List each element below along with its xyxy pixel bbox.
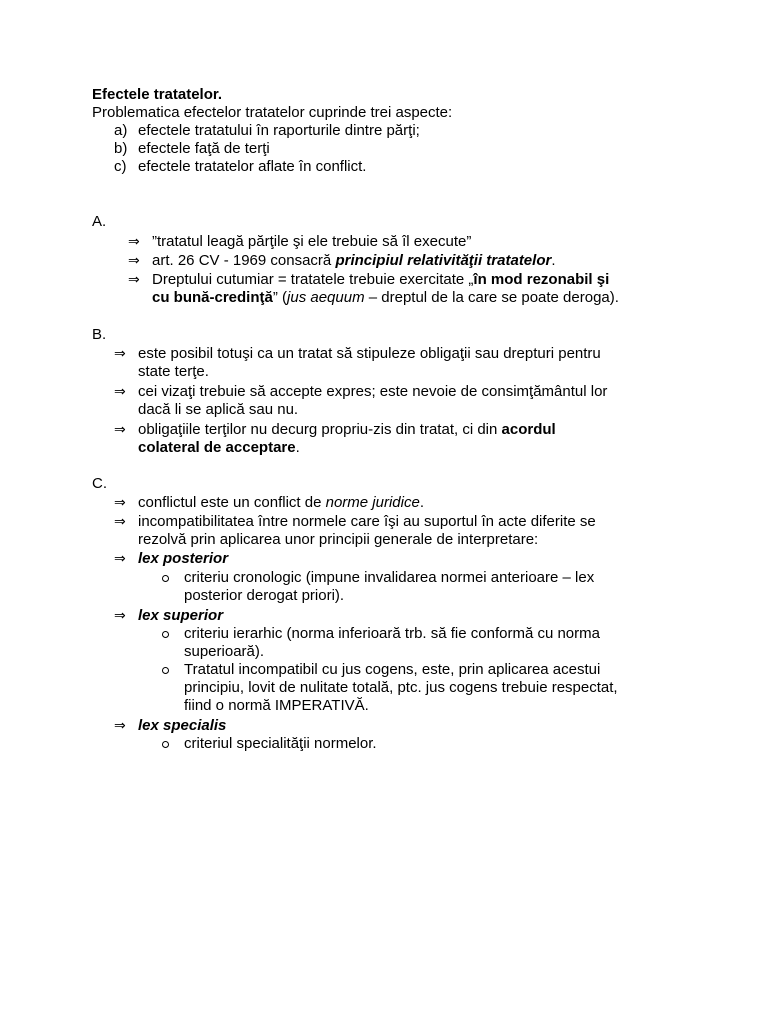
implies-arrow-icon: ⇒ xyxy=(114,514,126,530)
implies-arrow-icon: ⇒ xyxy=(114,346,126,362)
list-item: efectele tratatelor aflate în conflict. xyxy=(138,158,367,175)
section-a-item: art. 26 CV - 1969 consacră principiul relativităţii tratatelor. xyxy=(152,252,556,269)
sub-item-continued: principiu, lovit de nulitate totală, ptc. jus cogens trebuie respectat, xyxy=(184,679,618,696)
section-c-item-continued: rezolvă prin aplicarea unor principii generale de interpretare: xyxy=(138,531,539,548)
bullet-circle-icon xyxy=(162,631,169,638)
implies-arrow-icon: ⇒ xyxy=(114,608,126,624)
section-b-item: este posibil totuşi ca un tratat să stipuleze obligaţii sau drepturi pentru xyxy=(138,345,601,362)
intro-text: Problematica efectelor tratatelor cuprinde trei aspecte: xyxy=(92,104,453,121)
sub-item: criteriul specialităţii normelor. xyxy=(184,735,377,752)
section-b-item-continued: colateral de acceptare. xyxy=(138,439,300,456)
section-a-item: Dreptului cutumiar = tratatele trebuie exercitate „în mod rezonabil şi xyxy=(152,271,610,288)
section-c-item: conflictul este un conflict de norme juridice. xyxy=(138,494,424,511)
sub-item-continued: posterior derogat priori). xyxy=(184,587,345,604)
implies-arrow-icon: ⇒ xyxy=(114,495,126,511)
list-marker: a) xyxy=(114,122,128,139)
implies-arrow-icon: ⇒ xyxy=(114,551,126,567)
section-b-item: obligaţiile terţilor nu decurg propriu-zis din tratat, ci din acordul xyxy=(138,421,556,438)
section-a-label: A. xyxy=(92,213,107,230)
sub-item: Tratatul incompatibil cu jus cogens, este, prin aplicarea acestui xyxy=(184,661,601,678)
section-b-item-continued: dacă li se aplică sau nu. xyxy=(138,401,299,418)
sub-item-continued: fiind o normă IMPERATIVĂ. xyxy=(184,697,369,714)
section-b-label: B. xyxy=(92,326,107,343)
sub-item-continued: superioară). xyxy=(184,643,265,660)
implies-arrow-icon: ⇒ xyxy=(128,234,140,250)
list-marker: b) xyxy=(114,140,128,157)
section-a-item: ”tratatul leagă părţile şi ele trebuie să îl execute” xyxy=(152,233,472,250)
list-item: efectele tratatului în raporturile dintre părţi; xyxy=(138,122,420,139)
implies-arrow-icon: ⇒ xyxy=(114,384,126,400)
sub-item: criteriu ierarhic (norma inferioară trb. să fie conformă cu norma xyxy=(184,625,600,642)
list-marker: c) xyxy=(114,158,127,175)
implies-arrow-icon: ⇒ xyxy=(114,718,126,734)
implies-arrow-icon: ⇒ xyxy=(114,422,126,438)
section-b-item: cei vizaţi trebuie să accepte expres; este nevoie de consimţământul lor xyxy=(138,383,608,400)
section-c-label: C. xyxy=(92,475,107,492)
implies-arrow-icon: ⇒ xyxy=(128,253,140,269)
lex-specialis-heading: lex specialis xyxy=(138,717,227,734)
section-c-item: incompatibilitatea între normele care îşi au suportul în acte diferite se xyxy=(138,513,596,530)
list-item: efectele faţă de terţi xyxy=(138,140,270,157)
implies-arrow-icon: ⇒ xyxy=(128,272,140,288)
lex-superior-heading: lex superior xyxy=(138,607,224,624)
lex-posterior-heading: lex posterior xyxy=(138,550,229,567)
sub-item: criteriu cronologic (impune invalidarea normei anterioare – lex xyxy=(184,569,595,586)
document-title: Efectele tratatelor. xyxy=(92,86,223,103)
bullet-circle-icon xyxy=(162,667,169,674)
section-a-item-continued: cu bună-credinţă” (jus aequum – dreptul de la care se poate deroga). xyxy=(152,289,619,306)
bullet-circle-icon xyxy=(162,741,169,748)
section-b-item-continued: state terţe. xyxy=(138,363,209,380)
bullet-circle-icon xyxy=(162,575,169,582)
